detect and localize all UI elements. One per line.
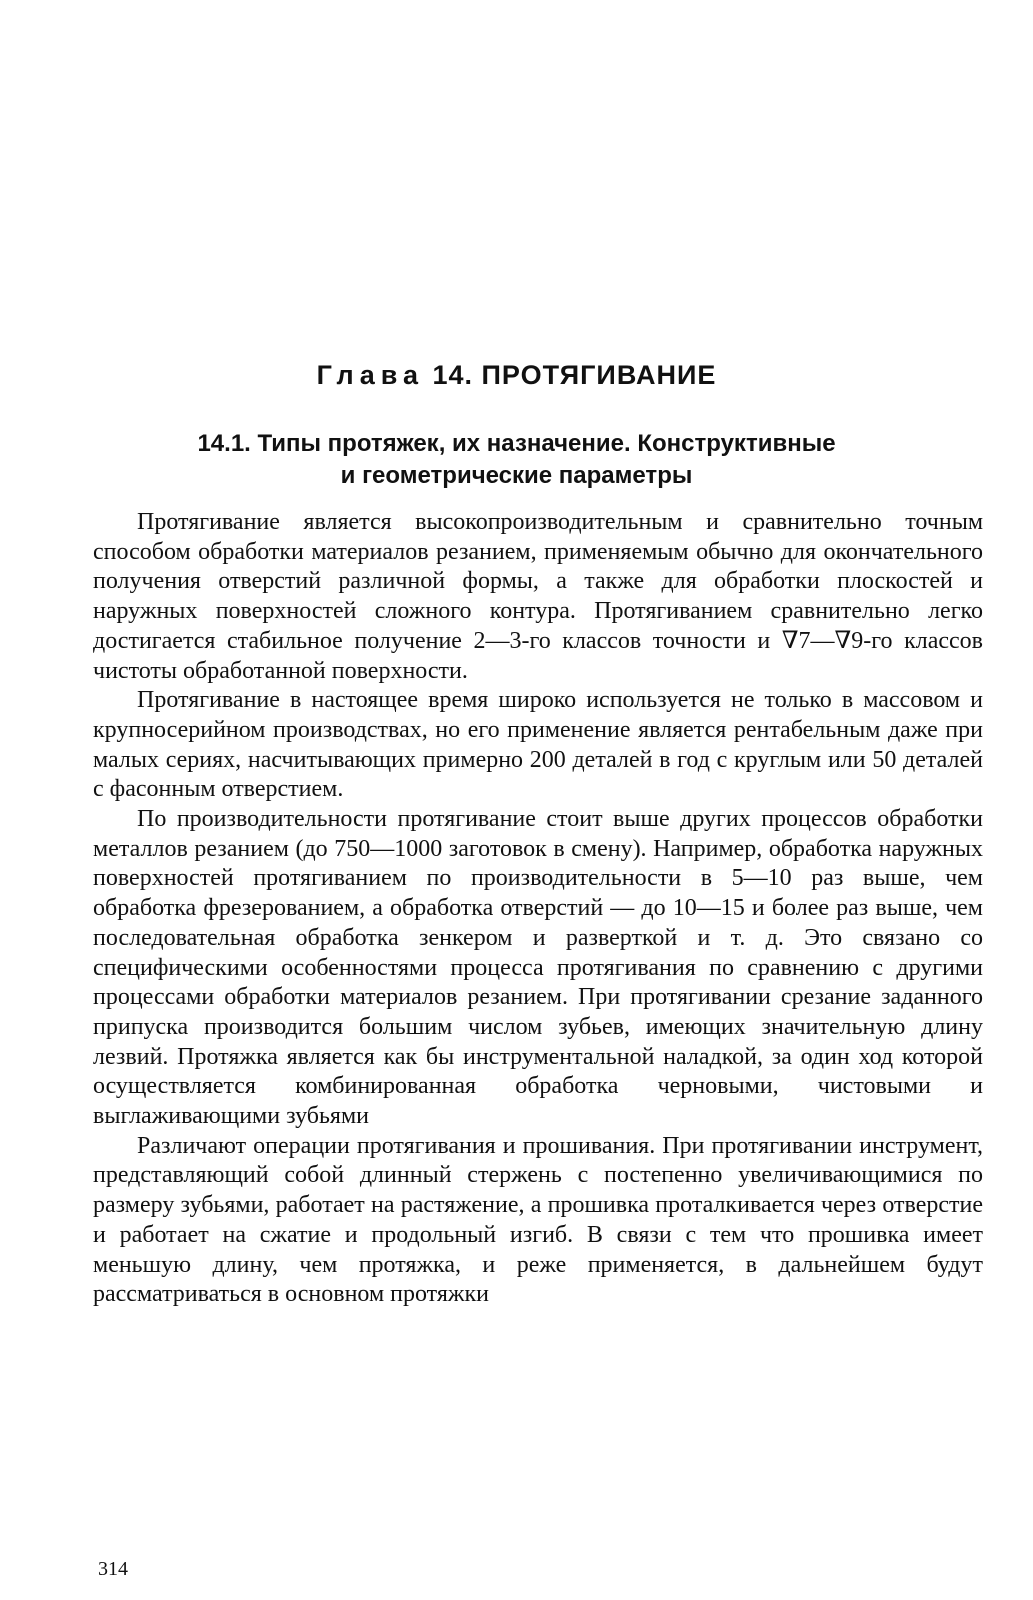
page-number: 314	[98, 1558, 128, 1580]
section-heading-line1: 14.1. Типы протяжек, их назначение. Конструктивные	[197, 430, 836, 457]
body-text	[93, 508, 983, 1310]
paragraph: Протягивание является высокопроизводительным и сравнительно точным способом обработки материалов резанием, применяемым обычно для окончательного получения отверстий различной формы, а также для обработки плоскостей и наружных поверхностей сложного контура. Протягиванием сравнительно легко достигается стабильное получение 2—3-го классов точности и ∇7—∇9-го классов чистоты обработанной поверхности.	[93, 509, 983, 684]
paragraph: Протягивание в настоящее время широко используется не только в массовом и крупносерийном производствах, но его применение является рентабельным даже при малых сериях, насчитывающих примерно 200 деталей в год с круглым или 50 деталей с фасонным отверстием.	[93, 687, 983, 803]
paragraph: По производительности протягивание стоит выше других процессов обработки металлов резанием (до 750—1000 заготовок в смену). Например, обработка наружных поверхностей протягиванием по производительности в 5—10 раз выше, чем обработка фрезерованием, а обработка отверстий — до 10—15 и более раз выше, чем последовательная обработка зенкером и разверткой и т. д. Это связано со специфическими особенностями процесса протягивания по сравнению с другими процессами обработки материалов резанием. При протягивании срезание заданного припуска производится большим числом зубьев, имеющих значительную длину лезвий. Протяжка является как бы инструментальной наладкой, за один ход которой осуществляется комбинированная обработка черновыми, чистовыми и выглаживающими зубьями	[93, 806, 983, 1130]
section-heading-line2: и геометрические параметры	[340, 462, 693, 489]
chapter-title: 14. ПРОТЯГИВАНИЕ	[432, 360, 717, 390]
section-heading	[0, 428, 1033, 492]
chapter-heading	[0, 360, 1033, 391]
chapter-prefix: Глава	[316, 360, 424, 390]
paragraph: Различают операции протягивания и прошивания. При протягивании инструмент, представляющий собой длинный стержень с постепенно увеличивающимися по размеру зубьями, работает на растяжение, а прошивка проталкивается через отверстие и работает на сжатие и продольный изгиб. В связи с тем что прошивка имеет меньшую длину, чем протяжка, и реже применяется, в дальнейшем будут рассматриваться в основном протяжки	[93, 1132, 983, 1308]
